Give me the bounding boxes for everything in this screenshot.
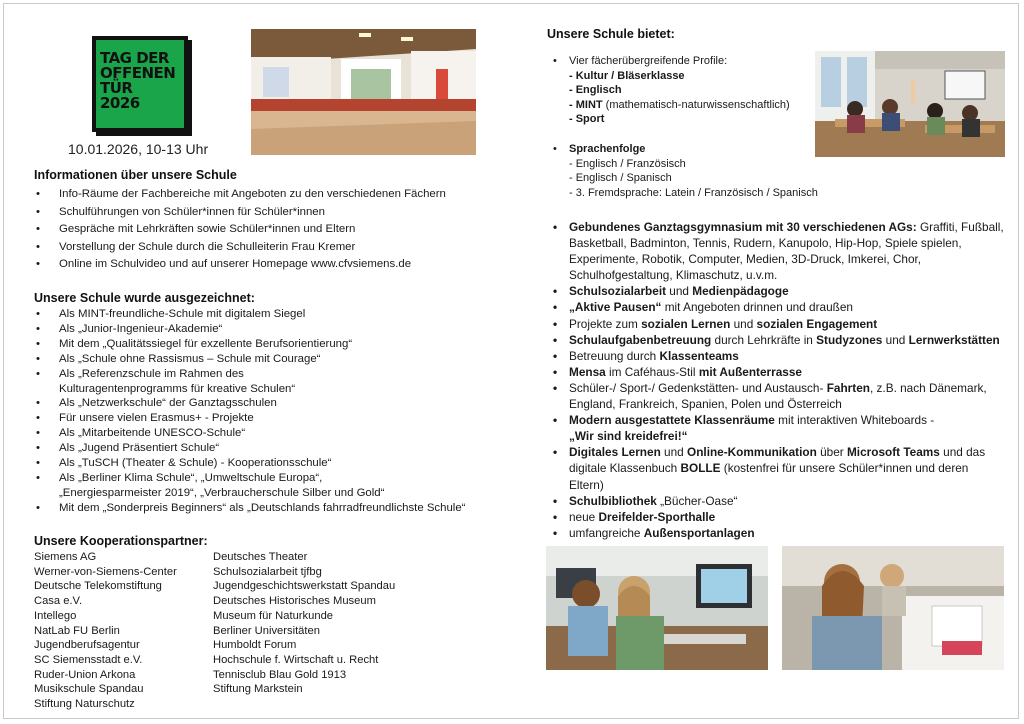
partner-item: Siemens AG	[34, 551, 97, 563]
partner-item: Werner-von-Siemens-Center	[34, 565, 177, 578]
list-item: • Für unsere vielen Erasmus+ - Projekte	[34, 411, 465, 426]
list-item: • Schulführungen von Schüler*innen für Schüler*innen	[34, 204, 446, 222]
profiles-block: • Vier fächerübergreifende Profile: - Kultur / Bläserklasse - Englisch - MINT (mathematisch-naturwissenschaftlich) - Sport	[553, 55, 790, 125]
partner-item: Deutsches Historisches Museum	[213, 595, 376, 608]
list-item: • Als „Schule ohne Rassismus – Schule mit Courage“	[34, 352, 465, 367]
profile-item: - Sport	[569, 113, 605, 125]
languages-heading: Sprachenfolge	[569, 143, 646, 155]
event-date: 10.01.2026, 10-13 Uhr	[68, 141, 209, 157]
partner-item: Tennisclub Blau Gold 1913	[213, 668, 347, 681]
list-item: • Vorstellung der Schule durch die Schulleiterin Frau Kremer	[34, 239, 446, 257]
offer-item: • neue Dreifelder-Sporthalle	[553, 509, 1005, 525]
partner-item: SC Siemensstadt e.V.	[34, 653, 143, 666]
partner-item: Deutsche Telekomstiftung	[34, 580, 162, 593]
languages-block: • Sprachenfolge - Englisch / Französisch - Englisch / Spanisch - 3. Fremdsprache: Latein / Französisch / Spanisch	[553, 143, 818, 199]
partner-item: Intellego	[34, 609, 77, 622]
partner-item: Jugendgeschichtswerkstatt Spandau	[213, 580, 396, 593]
info-list	[34, 186, 446, 274]
list-item: • Mit dem „Sonderpreis Beginners“ als „Deutschlands fahrradfreundlichste Schule“	[34, 501, 465, 516]
list-item: • Als „Berliner Klima Schule“, „Umweltschule Europa“,	[34, 471, 465, 486]
computer-room-photo	[546, 546, 768, 670]
partner-item: Hochschule f. Wirtschaft u. Recht	[213, 653, 379, 666]
list-item-continuation: Kulturagentenprogramms für kreative Schulen“	[59, 382, 296, 395]
list-item: • Als „Referenzschule im Rahmen des	[34, 367, 465, 382]
offer-item: • „Aktive Pausen“ mit Angeboten drinnen und draußen	[553, 299, 1005, 315]
partner-item: Museum für Naturkunde	[213, 609, 334, 622]
partner-item: Stiftung Naturschutz	[34, 698, 135, 711]
offer-heading: Unsere Schule bietet:	[547, 27, 675, 41]
info-heading: Informationen über unsere Schule	[34, 168, 237, 182]
list-item-continuation: „Energiesparmeister 2019“, „Verbraucherschule Silber und Gold“	[59, 486, 385, 499]
partner-item: Humboldt Forum	[213, 639, 297, 652]
offer-item: • Projekte zum sozialen Lernen und sozialen Engagement	[553, 316, 1005, 332]
partner-item: Jugendberufsagentur	[34, 639, 140, 652]
language-item: - Englisch / Spanisch	[569, 172, 672, 185]
partner-item: NatLab FU Berlin	[34, 624, 120, 637]
awards-list	[34, 307, 465, 516]
classroom-photo	[815, 51, 1005, 157]
list-item: • Mit dem „Qualitätssiegel für exzellente Berufsorientierung“	[34, 337, 465, 352]
partner-item: Ruder-Union Arkona	[34, 668, 136, 681]
partner-item: Casa e.V.	[34, 595, 83, 608]
hallway-photo	[251, 29, 476, 155]
offer-item: • Digitales Lernen und Online-Kommunikation über Microsoft Teams und das digitale Klassenbuch BOLLE (kostenfrei für unsere Schüler*innen und deren Eltern)	[553, 444, 1005, 492]
open-day-logo	[88, 32, 192, 136]
partners-col-2	[213, 550, 395, 697]
partner-item: Schulsozialarbeit tjfbg	[213, 565, 322, 578]
offer-item: • Schulsozialarbeit und Medienpädagoge	[553, 283, 1005, 299]
partners-col-1	[34, 550, 177, 712]
partner-item: Berliner Universitäten	[213, 624, 320, 637]
offer-item: • Mensa im Caféhaus-Stil mit Außenterrasse	[553, 364, 1005, 380]
language-item: - Englisch / Französisch	[569, 157, 686, 170]
offer-item: • Schüler-/ Sport-/ Gedenkstätten- und Austausch- Fahrten, z.B. nach Dänemark, England, Frankreich, Spanien, Polen und Österreich	[553, 380, 1005, 412]
list-item: • Als „TuSCH (Theater & Schule) - Kooperationsschule“	[34, 456, 465, 471]
list-item: • Als MINT-freundliche-Schule mit digitalem Siegel	[34, 307, 465, 322]
list-item: • Info-Räume der Fachbereiche mit Angeboten zu den verschiedenen Fächern	[34, 186, 446, 204]
profile-item: - Englisch	[569, 84, 622, 96]
partner-item: Musikschule Spandau	[34, 683, 144, 696]
offer-list	[553, 219, 1005, 541]
offer-item: • Modern ausgestattete Klassenräume mit interaktiven Whiteboards - „Wir sind kreidefrei!“	[553, 412, 1005, 444]
offer-item: • umfangreiche Außensportanlagen	[553, 525, 1005, 541]
profiles-heading: Vier fächerübergreifende Profile:	[569, 55, 728, 67]
partner-item: Deutsches Theater	[213, 551, 308, 563]
awards-heading: Unsere Schule wurde ausgezeichnet:	[34, 291, 255, 305]
profile-item: - MINT (mathematisch-naturwissenschaftlich)	[569, 98, 790, 111]
partners-heading: Unsere Kooperationspartner:	[34, 534, 208, 548]
logo-text: TAG DER OFFENEN TÜR 2026	[100, 49, 176, 112]
offer-item: • Schulbibliothek „Bücher-Oase“	[553, 493, 1005, 509]
list-item: • Online im Schulvideo und auf unserer Homepage www.cfvsiemens.de	[34, 256, 446, 274]
list-item: • Gespräche mit Lehrkräften sowie Schüler*innen und Eltern	[34, 221, 446, 239]
list-item: • Als „Jugend Präsentiert Schule“	[34, 441, 465, 456]
profile-item: - Kultur / Bläserklasse	[569, 69, 685, 82]
list-item: • Als „Netzwerkschule“ der Ganztagsschulen	[34, 396, 465, 411]
partner-item: Stiftung Markstein	[213, 683, 303, 696]
offer-item: • Schulaufgabenbetreuung durch Lehrkräfte in Studyzones und Lernwerkstätten	[553, 332, 1005, 348]
students-writing-photo	[782, 546, 1004, 670]
offer-item: • Betreuung durch Klassenteams	[553, 348, 1005, 364]
offer-item: • Gebundenes Ganztagsgymnasium mit 30 verschiedenen AGs: Graffiti, Fußball, Basketball, Badminton, Tennis, Rudern, Kanupolo, Hip-Hop, Spiele spielen, Experimente, Robotik, Computer, Medien, 3D-Druck, Imkerei, Chor, Schulhofgestaltung, Klimaschutz, u.v.m.	[553, 219, 1005, 283]
language-item: - 3. Fremdsprache: Latein / Französisch / Spanisch	[569, 186, 818, 199]
list-item: • Als „Mitarbeitende UNESCO-Schule“	[34, 426, 465, 441]
list-item: • Als „Junior-Ingenieur-Akademie“	[34, 322, 465, 337]
